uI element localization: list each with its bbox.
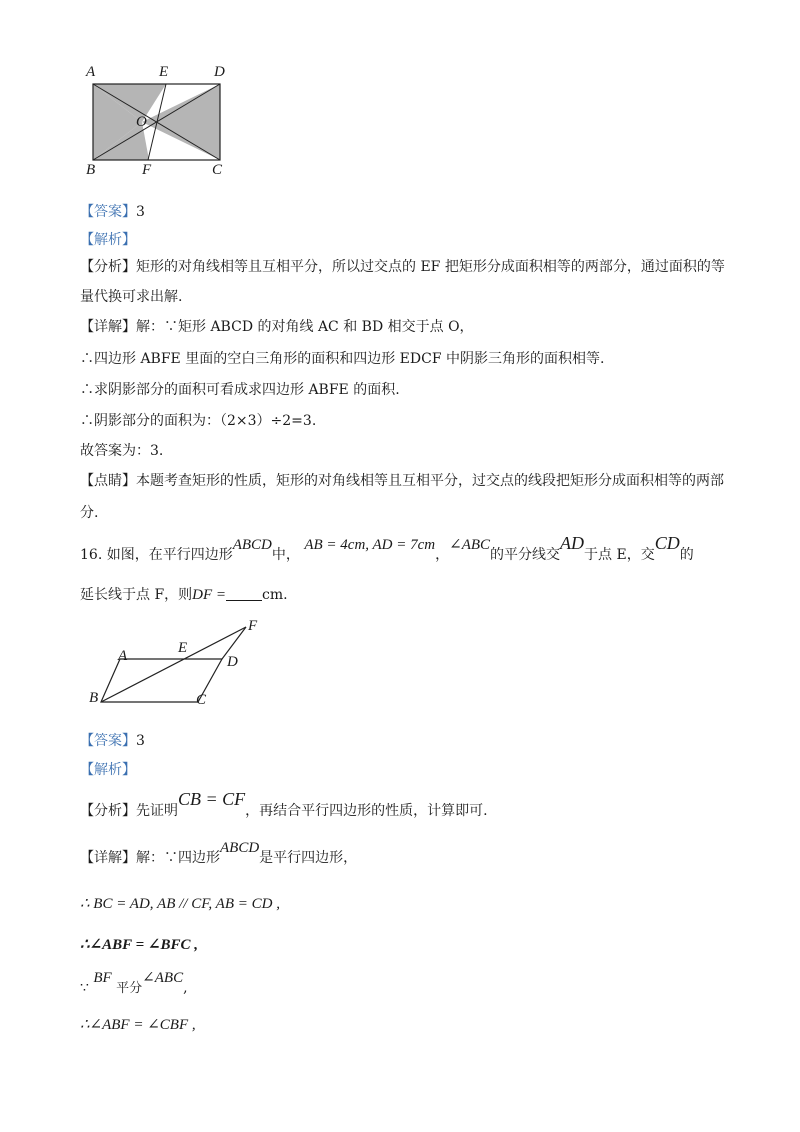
comma-16: ,	[183, 980, 188, 996]
q16-unit: cm.	[262, 587, 288, 603]
q15-step2: ∴四边形 ABFE 里面的空白三角形的面积和四边形 EDCF 中阴影三角形的面积相等.	[80, 351, 605, 367]
q16-line2-text: 延长线于点 F，则	[80, 587, 193, 603]
q16-step4: ∴∠ABF = ∠CBF ,	[80, 1017, 196, 1033]
math-df: DF =	[192, 587, 227, 603]
p-label-f: F	[248, 618, 258, 634]
q16-bisector: 的平分线交	[490, 547, 561, 563]
q16-step3	[80, 970, 188, 999]
p-label-e: E	[178, 640, 188, 656]
q15-dianjing-line2: 分.	[80, 505, 99, 521]
p-label-c: C	[196, 692, 207, 708]
math-cd: CD	[654, 533, 680, 553]
q16-step2: ∴∠ABF = ∠BFC ,	[80, 937, 198, 953]
p-label-a: A	[118, 648, 128, 664]
answer-value: 3	[136, 204, 145, 220]
math-angle-abc-2: ∠ABC	[142, 970, 184, 986]
xiangjie-a-16: 解：∵四边形	[136, 850, 220, 866]
xiangjie-text: 解：∵矩形 ABCD 的对角线 AC 和 BD 相交于点 O，	[136, 319, 474, 335]
math-angle-abc: ∠ABC	[449, 537, 491, 553]
dianjing-text: 本题考查矩形的性质，矩形的对角线相等且互相平分，过交点的线段把矩形分成面积相等的两部	[136, 473, 724, 489]
q16-prefix: 16. 如图，在平行四边形	[80, 547, 233, 563]
math-abcd-2: ABCD	[220, 840, 260, 856]
analysis-tag-16: 【解析】	[80, 762, 136, 778]
fenxi-tag: 【分析】	[80, 259, 136, 275]
point-label-c: C	[212, 162, 223, 178]
point-label-d: D	[214, 64, 225, 80]
q16-stem-line1	[80, 533, 694, 565]
q15-final: 故答案为：3.	[80, 443, 164, 459]
q16-stem-line2	[80, 585, 288, 605]
math-ad: AD	[560, 533, 585, 553]
q16-comma: ，	[435, 547, 450, 563]
math-cb-cf: CB = CF	[178, 789, 246, 809]
dianjing-tag: 【点睛】	[80, 473, 136, 489]
analysis-tag: 【解析】	[80, 232, 136, 248]
q15-answer	[80, 202, 145, 222]
xiangjie-tag-16: 【详解】	[80, 850, 136, 866]
xiangjie-b-16: 是平行四边形，	[259, 850, 358, 866]
fenxi-b-16: ，再结合平行四边形的性质，计算即可.	[245, 803, 488, 819]
point-label-e: E	[159, 64, 169, 80]
answer-tag-16: 【答案】	[80, 733, 136, 749]
q16-at-e: 于点 E，交	[584, 547, 655, 563]
q16-de: 的	[679, 547, 694, 563]
answer-value-16: 3	[136, 733, 145, 749]
point-label-o: O	[136, 114, 147, 130]
point-label-f: F	[142, 162, 152, 178]
fenxi-tag-16: 【分析】	[80, 803, 136, 819]
q15-step3: ∴求阴影部分的面积可看成求四边形 ABFE 的面积.	[80, 382, 400, 398]
q16-zhong: 中，	[271, 547, 300, 563]
fenxi-a-16: 先证明	[136, 803, 178, 819]
q15-analysis	[80, 230, 136, 250]
xiangjie-tag: 【详解】	[80, 319, 136, 335]
q16-analysis	[80, 760, 136, 780]
q15-fenxi-line1	[80, 257, 725, 277]
p-label-b: B	[89, 690, 99, 706]
pingfen: 平分	[116, 981, 143, 996]
because-symbol: ∵	[80, 980, 89, 996]
fenxi-text: 矩形的对角线相等且互相平分，所以过交点的 EF 把矩形分成面积相等的两部分，通过面积的等	[136, 259, 725, 275]
q15-fenxi-line2: 量代换可求出解.	[80, 289, 183, 305]
math-abcd: ABCD	[232, 537, 272, 553]
point-label-b: B	[86, 162, 96, 178]
math-lengths: AB = 4cm, AD = 7cm	[304, 537, 436, 553]
q15-step4: ∴阴影部分的面积为：（2×3）÷2=3.	[80, 413, 317, 429]
q16-answer	[80, 731, 145, 751]
q16-xiangjie	[80, 840, 358, 868]
p-label-d: D	[227, 654, 238, 670]
q16-step1: ∴ BC = AD, AB // CF, AB = CD ,	[80, 896, 280, 912]
q15-dianjing-line1	[80, 471, 724, 491]
math-bf: BF	[93, 970, 112, 986]
q16-fenxi	[80, 789, 488, 821]
q15-xiangjie	[80, 317, 474, 337]
point-label-a: A	[86, 64, 96, 80]
answer-tag: 【答案】	[80, 204, 136, 220]
answer-blank	[226, 586, 262, 601]
